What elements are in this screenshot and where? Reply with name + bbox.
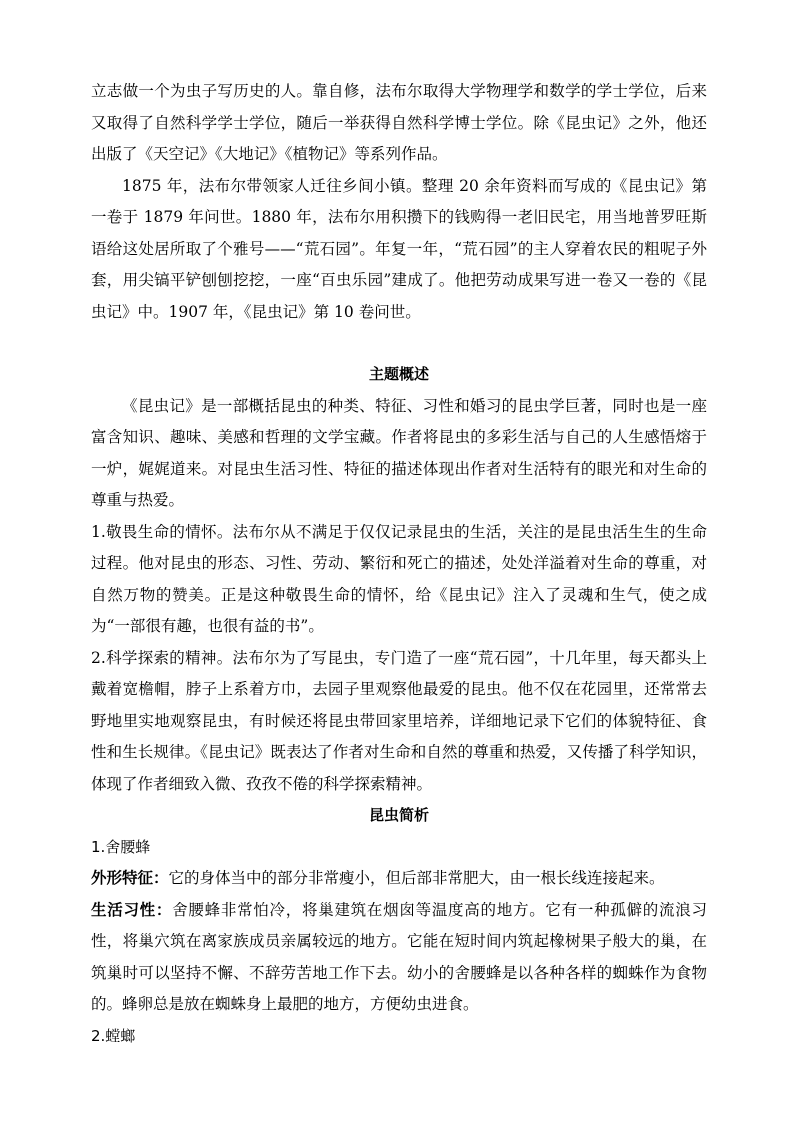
section-heading-theme: 主题概述 (368, 365, 429, 383)
insect-1-habit-label: 生活习性： (91, 900, 173, 919)
insect-1-habit-text: 舍腰蜂非常怕冷，将巢建筑在烟囱等温度高的地方。它有一种孤僻的流浪习性，将巢穴筑在离家族成员亲属较远的地方。它能在短时间内筑起橡树果子般大的巢，在筑巢时可以坚持不懈、不辞劳苦地工作下去。幼小的舍腰蜂是以各种各样的蜘蛛作为食物的。蜂卵总是放在蜘蛛身上最肥的地方，方便幼虫进食。 (91, 900, 707, 1013)
section-gap (91, 328, 707, 359)
insect-1-title: 1.舍腰蜂 (91, 837, 151, 856)
insect-1-habit (91, 895, 707, 1021)
page-content (91, 76, 707, 1052)
insect-2-title: 2.螳螂 (91, 1026, 136, 1045)
insect-1-shape-text: 它的身体当中的部分非常瘦小，但后部非常肥大，由一根长线连接起来。 (168, 869, 665, 887)
theme-point-2: 2.科学探索的精神。法布尔为了写昆虫，专门造了一座“荒石园”，十几年里，每天都头上戴着宽檐帽，脖子上系着方巾，去园子里观察他最爱的昆虫。他不仅在花园里，还常常去野地里实地观察昆虫，有时候还将昆虫带回家里培养，详细地记录下它们的体貌特征、食性和生长规律。《昆虫记》既表达了作者对生命和自然的尊重和热爱，又传播了科学知识，体现了作者细致入微、孜孜不倦的科学探索精神。 (91, 648, 707, 793)
intro-paragraph-1: 立志做一个为虫子写历史的人。靠自修，法布尔取得大学物理学和数学的学士学位，后来又取得了自然科学学士学位，随后一举获得自然科学博士学位。除《昆虫记》之外，他还出版了《天空记》《大地记》《植物记》等系列作品。 (91, 82, 707, 163)
theme-point-1: 1.敬畏生命的情怀。法布尔从不满足于仅仅记录昆虫的生活，关注的是昆虫活生生的生命过程。他对昆虫的形态、习性、劳动、繁衍和死亡的描述，处处洋溢着对生命的尊重，对自然万物的赞美。正是这种敬畏生命的情怀，给《昆虫记》注入了灵魂和生气，使之成为“一部很有趣，也很有益的书”。 (91, 522, 707, 635)
insect-1-shape (91, 863, 707, 895)
intro-paragraph-2: 1875 年，法布尔带领家人迁往乡间小镇。整理 20 余年资料而写成的《昆虫记》第一卷于 1879 年问世。1880 年，法布尔用积攒下的钱购得一老旧民宅，用当地普罗旺斯语给这处居所取了个雅号——“荒石园”。年复一年，“荒石园”的主人穿着农民的粗呢子外套，用尖镐平铲刨刨挖挖，一座“百虫乐园”建成了。他把劳动成果写进一卷又一卷的《昆虫记》中。1907 年，《昆虫记》第 10 卷问世。 (91, 176, 707, 321)
section-heading-insects: 昆虫简析 (368, 806, 429, 824)
insect-1-shape-label: 外形特征： (91, 869, 169, 887)
theme-paragraph: 《昆虫记》是一部概括昆虫的种类、特征、习性和婚习的昆虫学巨著，同时也是一座富含知识、趣味、美感和哲理的文学宝藏。作者将昆虫的多彩生活与自己的人生感悟熔于一炉，娓娓道来。对昆虫生活习性、特征的描述体现出作者对生活特有的眼光和对生命的尊重与热爱。 (91, 396, 707, 509)
